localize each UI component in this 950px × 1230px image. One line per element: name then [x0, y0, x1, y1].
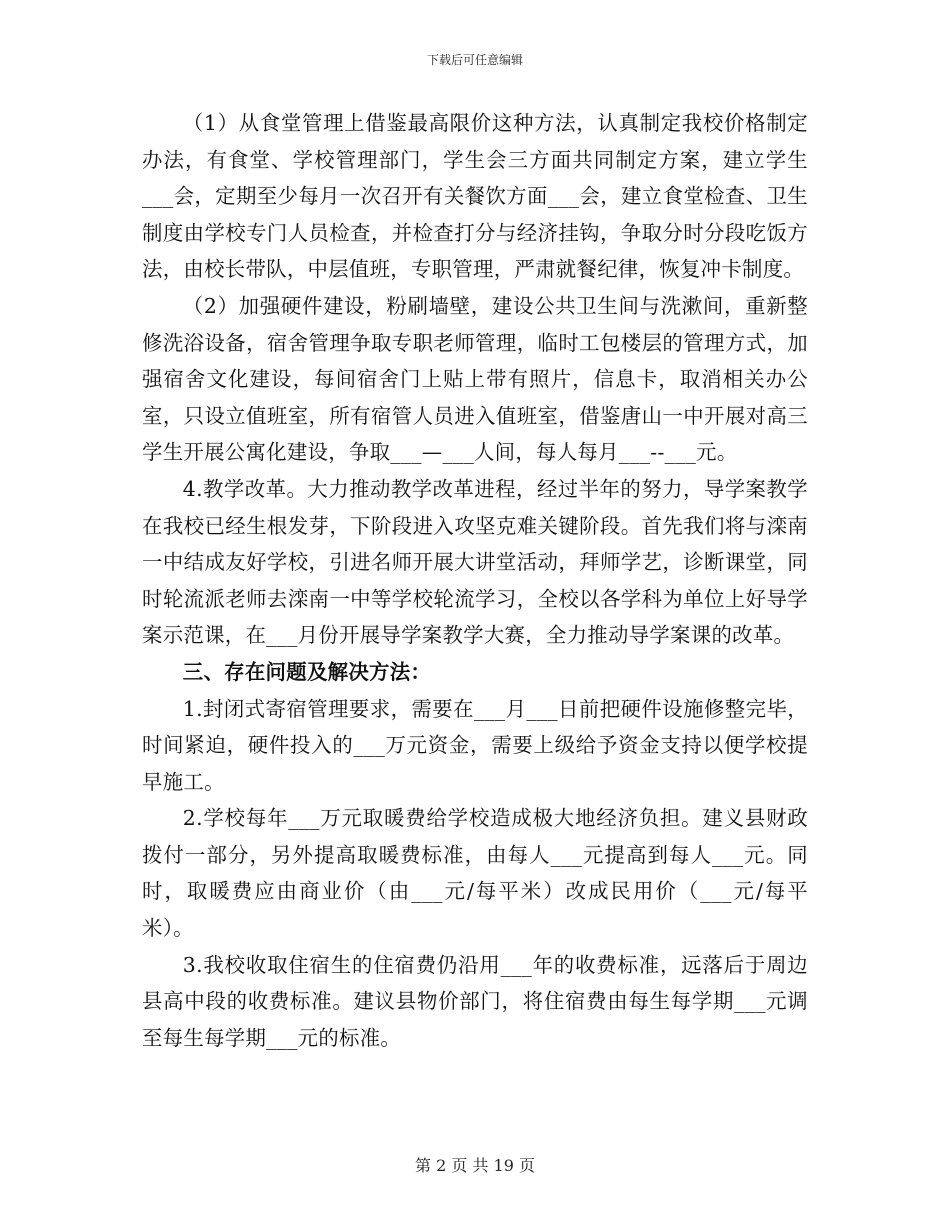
paragraph-hardware-construction: （2）加强硬件建设，粉刷墙壁，建设公共卫生间与洗漱间，重新整修洗浴设备，宿舍管理争取专职老师管理，临时工包楼层的管理方式，加强宿舍文化建设，每间宿舍门上贴上带有照片，信息卡，取消相关办公室，只设立值班室，所有宿管人员进入值班室，借鉴唐山一中开展对高三学生开展公寓化建设，争取___—___人间，每人每月___--___元。 — [142, 293, 808, 465]
page-header: 下载后可任意编辑 — [426, 53, 523, 67]
page-number-footer: 第 2 页 共 19 页 — [415, 1156, 535, 1175]
paragraph-problem-2: 2.学校每年___万元取暖费给学校造成极大地经济负担。建义县财政拨付一部分，另外提高取暖费标准，由每人___元提高到每人___元。同时，取暖费应由商业价（由___元/每平米）改成民用价（___元/每平米）。 — [142, 806, 808, 941]
paragraph-problem-1: 1.封闭式寄宿管理要求，需要在___月___日前把硬件设施修整完毕，时间紧迫，硬件投入的___万元资金，需要上级给予资金支持以便学校提早施工。 — [142, 696, 808, 794]
paragraph-canteen-management: （1）从食堂管理上借鉴最高限价这种方法，认真制定我校价格制定办法，有食堂、学校管理部门，学生会三方面共同制定方案，建立学生___会，定期至少每月一次召开有关餐饮方面___会，建立食堂检查、卫生制度由学校专门人员检查，并检查打分与经济挂钩，争取分时分段吃饭方法，由校长带队，中层值班，专职管理，严肃就餐纪律，恢复冲卡制度。 — [142, 111, 808, 282]
section-heading-problems: 三、存在问题及解决方法： — [182, 659, 432, 684]
paragraph-problem-3: 3.我校收取住宿生的住宿费仍沿用___年的收费标准，远落后于周边县高中段的收费标准。建议县物价部门，将住宿费由每生每学期___元调至每生每学期___元的标准。 — [142, 952, 808, 1050]
document-body — [142, 105, 808, 1056]
paragraph-teaching-reform: 4.教学改革。大力推动教学改革进程，经过半年的努力，导学案教学在我校已经生根发芽，下阶段进入攻坚克难关键阶段。首先我们将与滦南一中结成友好学校，引进名师开展大讲堂活动，拜师学艺，诊断课堂，同时轮流派老师去滦南一中等学校轮流学习，全校以各学科为单位上好导学案示范课，在___月份开展导学案教学大赛，全力推动导学案课的改革。 — [142, 476, 808, 648]
